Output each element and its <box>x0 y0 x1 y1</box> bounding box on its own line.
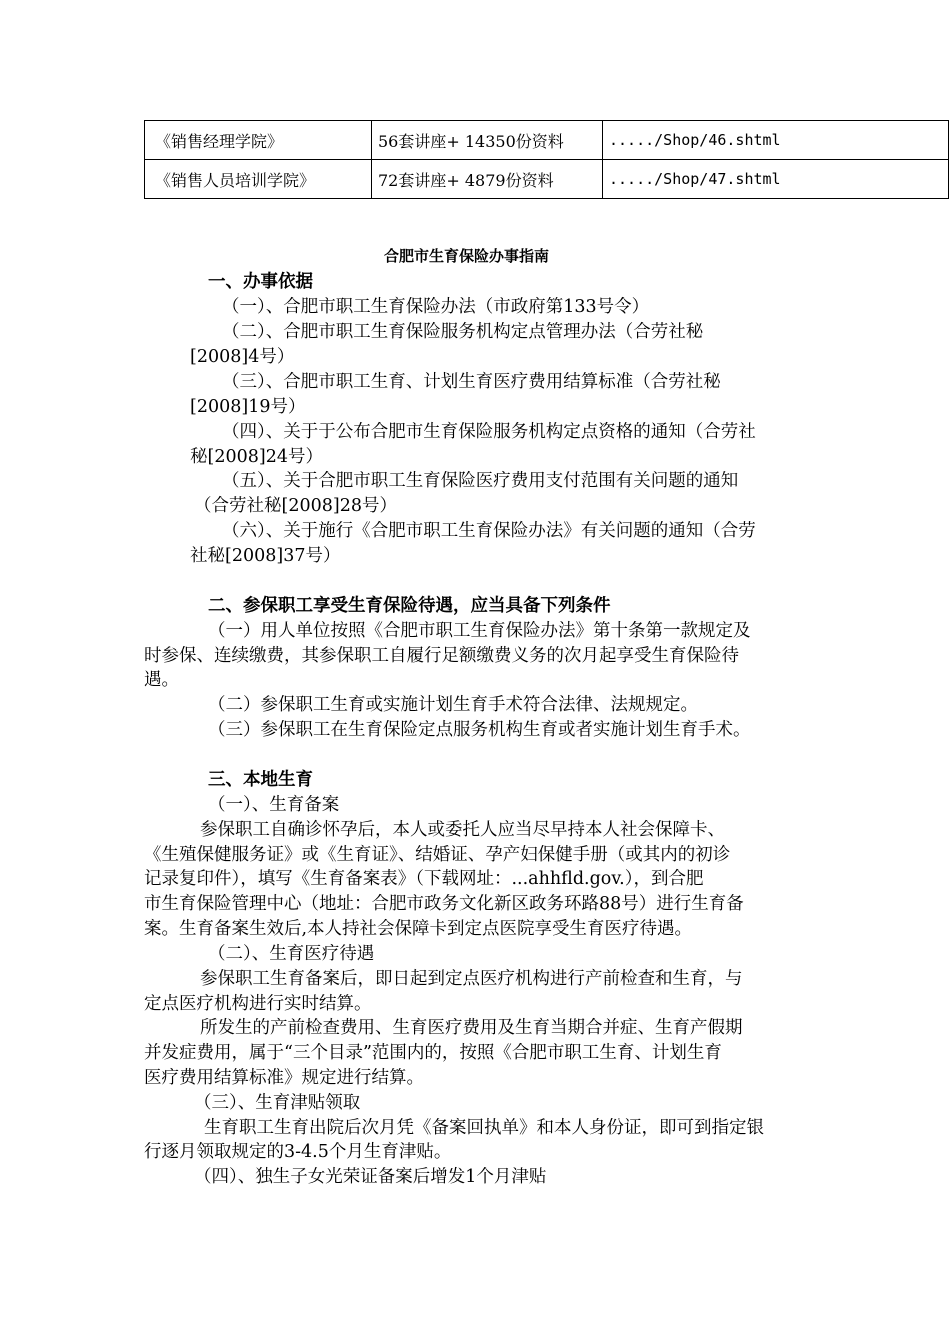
text-line: 案。生育备案生效后,本人持社会保障卡到定点医院享受生育医疗待遇。 <box>144 919 693 939</box>
subheading: （一）、生育备案 <box>208 795 340 815</box>
table-cell: 《销售经理学院》 <box>145 121 372 160</box>
text-line: 《生殖保健服务证》或《生育证》、结婚证、孕产妇保健手册（或其内的初诊 <box>144 845 731 865</box>
text-line: （三）、合肥市职工生育、计划生育医疗费用结算标准（合劳社秘 <box>222 372 721 392</box>
text-line: 秘[2008]24号） <box>190 447 323 467</box>
text-line: 遇。 <box>144 670 179 690</box>
table-cell: 72套讲座+ 4879份资料 <box>372 160 603 199</box>
text-line: （合劳社秘[2008]28号） <box>194 496 397 516</box>
table-cell: 《销售人员培训学院》 <box>145 160 372 199</box>
text-line: （三）参保职工在生育保险定点服务机构生育或者实施计划生育手术。 <box>208 720 751 740</box>
table-cell: 56套讲座+ 14350份资料 <box>372 121 603 160</box>
section-heading: 二、参保职工享受生育保险待遇，应当具备下列条件 <box>208 596 611 616</box>
text-line: 记录复印件），填写《生育备案表》（下载网址：...ahhfld.gov.），到合肥 <box>144 869 704 889</box>
document-title: 合肥市生育保险办事指南 <box>384 247 550 265</box>
text-line: [2008]19号） <box>190 397 306 417</box>
table-cell: ...../Shop/47.shtml <box>603 160 949 199</box>
section-heading: 三、本地生育 <box>208 770 313 790</box>
text-line: 定点医疗机构进行实时结算。 <box>144 994 372 1014</box>
text-line: （二）、合肥市职工生育保险服务机构定点管理办法（合劳社秘 <box>222 322 704 342</box>
table-row <box>145 160 949 199</box>
text-line: （六）、关于施行《合肥市职工生育保险办法》有关问题的通知（合劳 <box>222 521 756 541</box>
text-line: 参保职工生育备案后，即日起到定点医疗机构进行产前检查和生育，与 <box>200 969 743 989</box>
text-line: 时参保、连续缴费，其参保职工自履行足额缴费义务的次月起享受生育保险待 <box>144 646 739 666</box>
text-line: 并发症费用，属于“三个目录”范围内的，按照《合肥市职工生育、计划生育 <box>144 1043 722 1063</box>
text-line: （二）参保职工生育或实施计划生育手术符合法律、法规规定。 <box>208 695 698 715</box>
text-line: （四）、关于于公布合肥市生育保险服务机构定点资格的通知（合劳社 <box>222 422 756 442</box>
text-line: [2008]4号） <box>190 347 295 367</box>
text-line: 参保职工自确诊怀孕后，本人或委托人应当尽早持本人社会保障卡、 <box>200 820 725 840</box>
text-line: （一）、合肥市职工生育保险办法（市政府第133号令） <box>222 297 650 317</box>
resource-table <box>144 120 949 199</box>
text-line: 市生育保险管理中心（地址：合肥市政务文化新区政务环路88号）进行生育备 <box>144 894 744 914</box>
subheading: （二）、生育医疗待遇 <box>208 944 375 964</box>
text-line: （一）用人单位按照《合肥市职工生育保险办法》第十条第一款规定及 <box>208 621 751 641</box>
text-line: 生育职工生育出院后次月凭《备案回执单》和本人身份证，即可到指定银 <box>204 1118 764 1138</box>
text-line: 所发生的产前检查费用、生育医疗费用及生育当期合并症、生育产假期 <box>200 1018 743 1038</box>
subheading: （四）、独生子女光荣证备案后增发1个月津贴 <box>194 1167 547 1187</box>
table-row <box>145 121 949 160</box>
subheading: （三）、生育津贴领取 <box>194 1093 361 1113</box>
text-line: 医疗费用结算标准》规定进行结算。 <box>144 1068 424 1088</box>
section-heading: 一、办事依据 <box>208 272 313 292</box>
text-line: 社秘[2008]37号） <box>190 546 341 566</box>
text-line: （五）、关于合肥市职工生育保险医疗费用支付范围有关问题的通知 <box>222 471 739 491</box>
text-line: 行逐月领取规定的3-4.5个月生育津贴。 <box>144 1142 452 1162</box>
table-cell: ...../Shop/46.shtml <box>603 121 949 160</box>
